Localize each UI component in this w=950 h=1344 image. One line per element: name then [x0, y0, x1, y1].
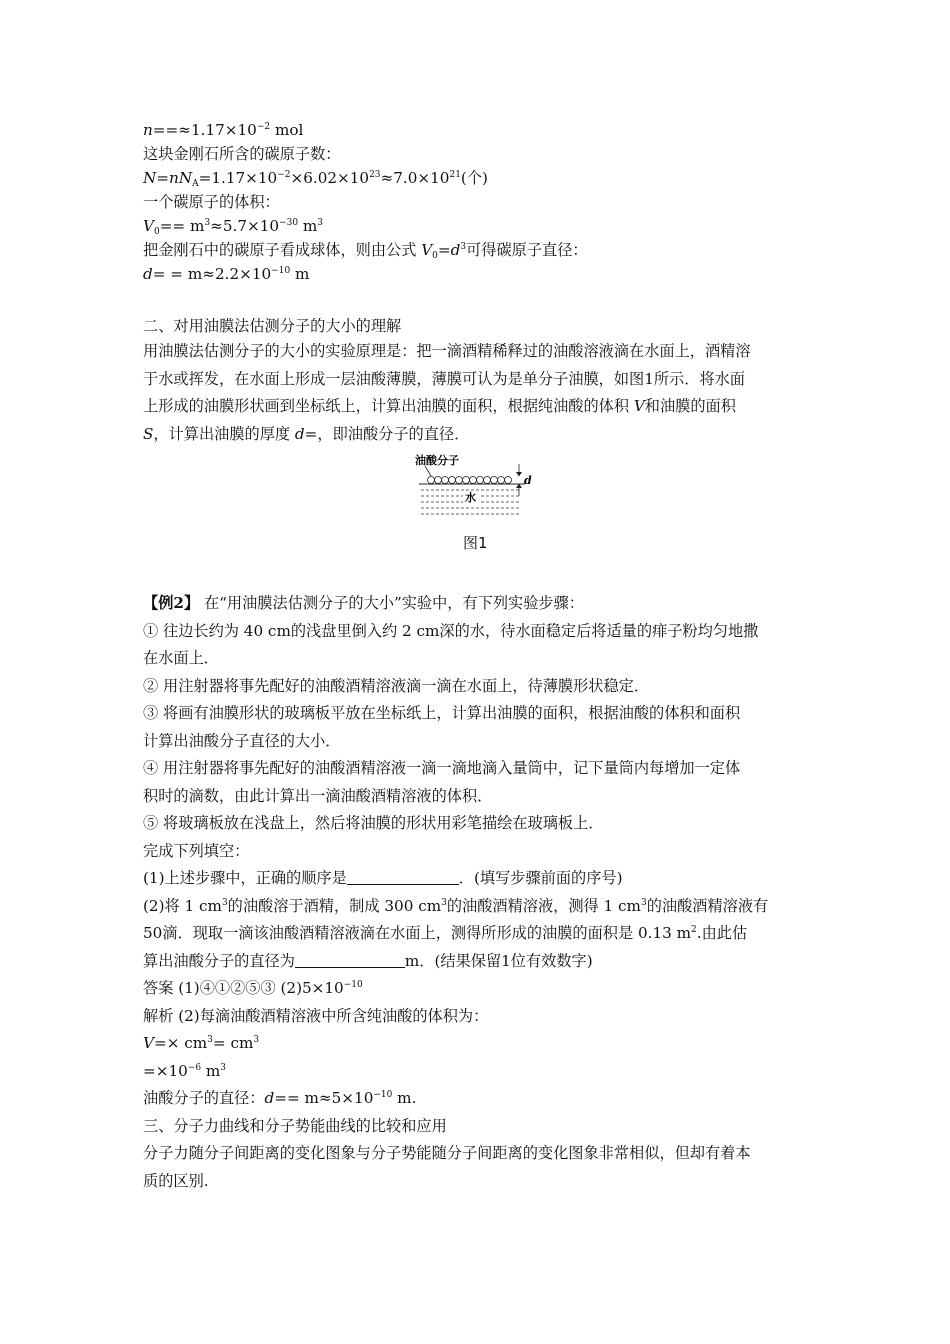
exponent: −2 — [277, 170, 291, 180]
spacer — [143, 564, 823, 590]
subscript: A — [192, 179, 199, 189]
exponent: −10 — [271, 266, 291, 276]
exponent: 3 — [640, 897, 647, 908]
subscript: 0 — [153, 227, 160, 237]
formula-text: =× cm — [153, 1034, 208, 1052]
step-3-cont: 计算出油酸分子直径的大小． — [143, 731, 341, 750]
var-d: d — [294, 424, 305, 443]
text: 上形成的油膜形状画到坐标纸上，计算出油膜的面积，根据纯油酸的体积 — [143, 397, 634, 415]
unit: m — [298, 217, 318, 235]
text: 答案 (1)④①②⑤③ (2)5×10 — [143, 979, 344, 997]
paragraph-line: 用油膜法估测分子的大小的实验原理是：把一滴酒精稀释过的油酸溶液滴在水面上，酒精溶 — [143, 342, 751, 360]
molecule-row — [428, 477, 512, 484]
label-water: 水 — [465, 491, 476, 504]
text: 的油酸酒精溶液有 — [646, 896, 769, 915]
text-line: 一个碳原子的体积： — [143, 193, 280, 211]
answer-blank[interactable] — [295, 951, 405, 968]
label-oleic-molecule: 油酸分子 — [415, 454, 459, 467]
text: =，即油酸分子的直径． — [304, 424, 470, 443]
unit: mol — [270, 121, 304, 139]
formula-text: = — [156, 169, 170, 187]
label-d: d — [524, 474, 532, 487]
text-line — [143, 238, 823, 262]
formula-text: ==≈1.17×10 — [152, 121, 257, 139]
var-V: V — [421, 241, 433, 259]
text: 的油酸溶于酒精，制成 300 cm — [227, 896, 442, 915]
formula-atom-count — [143, 166, 823, 190]
exponent: −30 — [279, 218, 299, 228]
figure-1 — [143, 454, 823, 564]
var-V: V — [143, 1034, 154, 1052]
unit: m — [201, 1061, 221, 1080]
text: ，计算出油膜的厚度 — [153, 424, 295, 443]
text: ．(填写步骤前面的序号) — [458, 869, 623, 887]
oil-film-diagram — [403, 454, 563, 534]
exponent: −10 — [373, 1090, 393, 1100]
exponent: 3 — [317, 218, 324, 228]
exponent: −10 — [343, 980, 363, 990]
text: (1)上述步骤中，正确的顺序是 — [143, 869, 347, 887]
paragraph-line: 于水或挥发，在水面上形成一层油酸薄膜，薄膜可认为是单分子油膜，如图1所示．将水面 — [143, 369, 745, 388]
formula-text: ×6.02×10 — [290, 169, 370, 187]
formula-text: =1.17×10 — [198, 169, 278, 187]
formula-text: == m — [159, 217, 205, 235]
unit: m. — [392, 1089, 417, 1107]
arrowhead-down — [516, 472, 522, 477]
text: 的油酸酒精溶液，测得 1 cm — [446, 896, 641, 915]
text: m．(结果保留1位有效数字) — [404, 951, 593, 970]
step-1: ① 往边长约为 40 cm的浅盘里倒入约 2 cm深的水，待水面稳定后将适量的痱子粉均匀地撒 — [143, 621, 759, 640]
paragraph-line — [143, 393, 823, 421]
step-4: ④ 用注射器将事先配好的油酸酒精溶液一滴一滴地滴入量筒中，记下量筒内每增加一定体 — [143, 759, 741, 777]
exponent: 3 — [204, 218, 211, 228]
solution-line: 解析 (2)每滴油酸酒精溶液中所含纯油酸的体积为： — [143, 1006, 489, 1025]
var-V: V — [633, 397, 645, 415]
formula-diameter — [143, 1085, 823, 1113]
step-4-cont: 积时的滴数，由此计算出一滴油酸酒精溶液的体积． — [143, 786, 493, 805]
text-line: 这块金刚石所含的碳原子数： — [143, 145, 341, 163]
exponent: 3 — [460, 242, 467, 252]
text: = — [437, 241, 451, 259]
exponent: 3 — [220, 1062, 227, 1073]
subscript: 0 — [432, 251, 438, 261]
question-2 — [143, 893, 823, 921]
exponent: 21 — [449, 170, 461, 180]
exponent: −6 — [187, 1062, 202, 1073]
formula-volume-cont — [143, 1058, 823, 1086]
var-d: d — [450, 241, 461, 259]
text: 算出油酸分子的直径为 — [143, 951, 295, 970]
paragraph-line — [143, 421, 823, 449]
exponent: 2 — [691, 925, 697, 935]
formula-text: = = m≈2.2×10 — [152, 265, 272, 283]
question-1 — [143, 865, 823, 893]
formula-text: (个) — [460, 169, 488, 187]
pointer-line — [425, 466, 431, 476]
var-d: d — [264, 1089, 275, 1107]
step-3: ③ 将画有油膜形状的玻璃板平放在坐标纸上，计算出油膜的面积，根据油酸的体积和面积 — [143, 704, 741, 722]
question-2-cont — [143, 948, 823, 976]
formula-text: ≈7.0×10 — [380, 169, 450, 187]
exponent: −2 — [256, 122, 271, 132]
text: (2)将 1 cm — [143, 896, 222, 915]
formula-moles — [143, 118, 823, 142]
var-S: S — [143, 424, 154, 443]
text: 50滴．现取一滴该油酸酒精溶液滴在水面上，测得所形成的油膜的面积是 0.13 m — [143, 924, 692, 942]
unit: m — [290, 265, 310, 283]
exponent: 23 — [369, 170, 381, 180]
exponent: 3 — [253, 1035, 260, 1045]
step-5: ⑤ 将玻璃板放在浅盘上，然后将油膜的形状用彩笔描绘在玻璃板上． — [143, 814, 604, 832]
exponent: 3 — [441, 897, 447, 908]
var-N: N — [143, 169, 157, 187]
step-2: ② 用注射器将事先配好的油酸酒精溶液滴一滴在水面上，待薄膜形状稳定． — [143, 676, 650, 695]
step-1-cont: 在水面上． — [143, 649, 219, 667]
figure-caption: 图1 — [463, 534, 488, 552]
formula-text: ≈5.7×10 — [210, 217, 280, 235]
paragraph-line: 分子力随分子间距离的变化图象与分子势能随分子间距离的变化图象非常相似，但却有着本 — [143, 1144, 751, 1162]
text: 把金刚石中的碳原子看成球体，则由公式 — [143, 241, 422, 259]
var-V: V — [143, 217, 154, 235]
text: 和油膜的面积 — [644, 397, 736, 415]
var-n: n — [143, 121, 153, 139]
example-label: 【例2】 — [143, 594, 200, 612]
formula-diameter — [143, 262, 823, 286]
text: .由此估 — [696, 924, 748, 942]
fill-prompt: 完成下列填空： — [143, 841, 250, 860]
text: 可得碳原子直径： — [466, 241, 588, 259]
document-page — [143, 118, 823, 1195]
answer-line — [143, 975, 823, 1003]
formula-volume — [143, 1030, 823, 1058]
var-d: d — [143, 265, 153, 283]
exponent: 3 — [221, 897, 228, 908]
formula-text: = cm — [212, 1034, 254, 1052]
section-heading: 二、对用油膜法估测分子的大小的理解 — [143, 317, 402, 335]
formula-text: == m≈5×10 — [274, 1089, 374, 1107]
spacer — [143, 286, 823, 314]
text: 在“用油膜法估测分子的大小”实验中，有下列实验步骤： — [199, 594, 584, 612]
var-nN: nN — [169, 169, 193, 187]
question-2-cont — [143, 920, 823, 948]
text: 油酸分子的直径： — [143, 1089, 265, 1107]
paragraph-line: 质的区别. — [143, 1171, 209, 1190]
formula-text: =×10 — [143, 1061, 188, 1080]
answer-blank[interactable] — [347, 868, 459, 885]
formula-atom-volume — [143, 214, 823, 238]
example-title — [143, 590, 823, 618]
section-heading: 三、分子力曲线和分子势能曲线的比较和应用 — [143, 1116, 447, 1135]
exponent: 3 — [207, 1035, 213, 1045]
